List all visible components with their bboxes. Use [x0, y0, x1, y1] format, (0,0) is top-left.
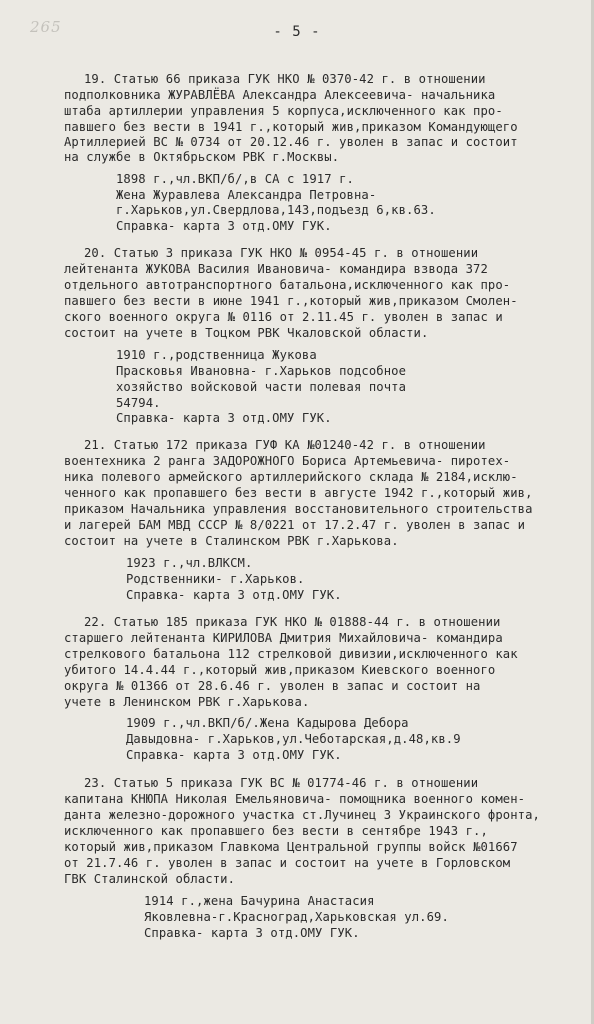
entry-19-line-3: штаба артиллерии управления 5 корпуса,исключенного как про-: [64, 104, 503, 118]
entry-21-detail-2: Родственники- г.Харьков.: [126, 572, 305, 586]
entry-23-line-4: исключенного как пропавшего без вести в сентябре 1943 г.,: [64, 824, 488, 838]
entry-21-line-2: воентехника 2 ранга ЗАДОРОЖНОГО Бориса Артемьевича- пиротех-: [64, 454, 511, 468]
entry-19-line-4: павшего без вести в 1941 г.,который жив,приказом Командующего: [64, 120, 518, 134]
entry-20-line-2: лейтенанта ЖУКОВА Василия Ивановича- командира взвода 372: [64, 262, 488, 276]
entry-20-line-5: ского военного округа № 0116 от 2.11.45 г. уволен в запас и: [64, 310, 503, 324]
entry-23-line-6: от 21.7.46 г. уволен в запас и состоит на учете в Горловском: [64, 856, 511, 870]
entry-21-line-7: состоит на учете в Сталинском РВК г.Харькова.: [64, 534, 399, 548]
entry-23-line-3: данта железно-дорожного участка ст.Лучинец 3 Украинского фронта,: [64, 808, 540, 822]
entry-22-detail-2: Давыдовна- г.Харьков,ул.Чеботарская,д.48,кв.9: [126, 732, 461, 746]
entry-19-detail-1: 1898 г.,чл.ВКП/б/,в СА с 1917 г.: [116, 172, 354, 186]
entry-23-line-7: ГВК Сталинской области.: [64, 872, 236, 886]
archive-folio-mark: 265: [30, 18, 62, 36]
entry-22-line-5: округа № 01366 от 28.6.46 г. уволен в запас и состоит на: [64, 679, 481, 693]
entry-19-detail-4: Справка- карта 3 отд.ОМУ ГУК.: [116, 219, 332, 233]
entry-22-detail-1: 1909 г.,чл.ВКП/б/.Жена Кадырова Дебора: [126, 716, 409, 730]
entry-22-line-3: стрелкового батальона 112 стрелковой дивизии,исключенного как: [64, 647, 518, 661]
entry-23-line-5: который жив,приказом Главкома Центральной группы войск №01667: [64, 840, 518, 854]
entry-20-detail-3: хозяйство войсковой части полевая почта: [116, 380, 407, 394]
entry-20-line-4: павшего без вести в июне 1941 г.,который жив,приказом Смолен-: [64, 294, 518, 308]
entry-22-line-6: учете в Ленинском РВК г.Харькова.: [64, 695, 310, 709]
entry-21-line-5: приказом Начальника управления восстановительного строительства: [64, 502, 533, 516]
entry-20-detail-2: Прасковья Ивановна- г.Харьков подсобное: [116, 364, 407, 378]
entry-23-line-2: капитана КНЮПА Николая Емельяновича- помощника военного комен-: [64, 792, 526, 806]
entry-19-detail-3: г.Харьков,ул.Свердлова,143,подъезд 6,кв.63.: [116, 203, 436, 217]
entry-19-line-5: Артиллерией ВС № 0734 от 20.12.46 г. уволен в запас и состоит: [64, 135, 518, 149]
entry-20-line-1: 20. Статью 3 приказа ГУК НКО № 0954-45 г. в отношении: [84, 246, 479, 260]
entry-20-detail-1: 1910 г.,родственница Жукова: [116, 348, 317, 362]
entry-23-detail-2: Яковлевна-г.Красноград,Харьковская ул.69.: [144, 910, 449, 924]
entry-22-line-4: убитого 14.4.44 г.,который жив,приказом Киевского военного: [64, 663, 496, 677]
entry-22-line-1: 22. Статью 185 приказа ГУК НКО № 01888-44 г. в отношении: [84, 615, 501, 629]
entry-21-detail-3: Справка- карта 3 отд.ОМУ ГУК.: [126, 588, 342, 602]
entry-21-line-6: и лагерей БАМ МВД СССР № 8/0221 от 17.2.47 г. уволен в запас и: [64, 518, 526, 532]
page-number: - 5 -: [273, 24, 321, 40]
entry-20-detail-5: Справка- карта 3 отд.ОМУ ГУК.: [116, 411, 332, 425]
entry-19-line-6: на службе в Октябрьском РВК г.Москвы.: [64, 150, 340, 164]
entry-23-detail-1: 1914 г.,жена Бачурина Анастасия: [144, 894, 375, 908]
entry-21-line-1: 21. Статью 172 приказа ГУФ КА №01240-42 г. в отношении: [84, 438, 486, 452]
entry-22-line-2: старшего лейтенанта КИРИЛОВА Дмитрия Михайловича- командира: [64, 631, 503, 645]
entry-23-detail-3: Справка- карта 3 отд.ОМУ ГУК.: [144, 926, 360, 940]
entry-21-line-3: ника полевого армейского артиллерийского склада № 2184,исклю-: [64, 470, 518, 484]
entry-20-detail-4: 54794.: [116, 396, 161, 410]
entry-23-line-1: 23. Статью 5 приказа ГУК ВС № 01774-46 г. в отношении: [84, 776, 479, 790]
entry-19-line-1: 19. Статью 66 приказа ГУК НКО № 0370-42 г. в отношении: [84, 72, 486, 86]
entry-21-detail-1: 1923 г.,чл.ВЛКСМ.: [126, 556, 253, 570]
entry-20-line-3: отдельного автотранспортного батальона,исключенного как про-: [64, 278, 511, 292]
entry-19-detail-2: Жена Журавлева Александра Петровна-: [116, 188, 377, 202]
entry-22-detail-3: Справка- карта 3 отд.ОМУ ГУК.: [126, 748, 342, 762]
entry-21-line-4: ченного как пропавшего без вести в августе 1942 г.,который жив,: [64, 486, 533, 500]
entry-19-line-2: подполковника ЖУРАВЛЁВА Александра Алексеевича- начальника: [64, 88, 496, 102]
entry-20-line-6: состоит на учете в Тоцком РВК Чкаловской области.: [64, 326, 429, 340]
